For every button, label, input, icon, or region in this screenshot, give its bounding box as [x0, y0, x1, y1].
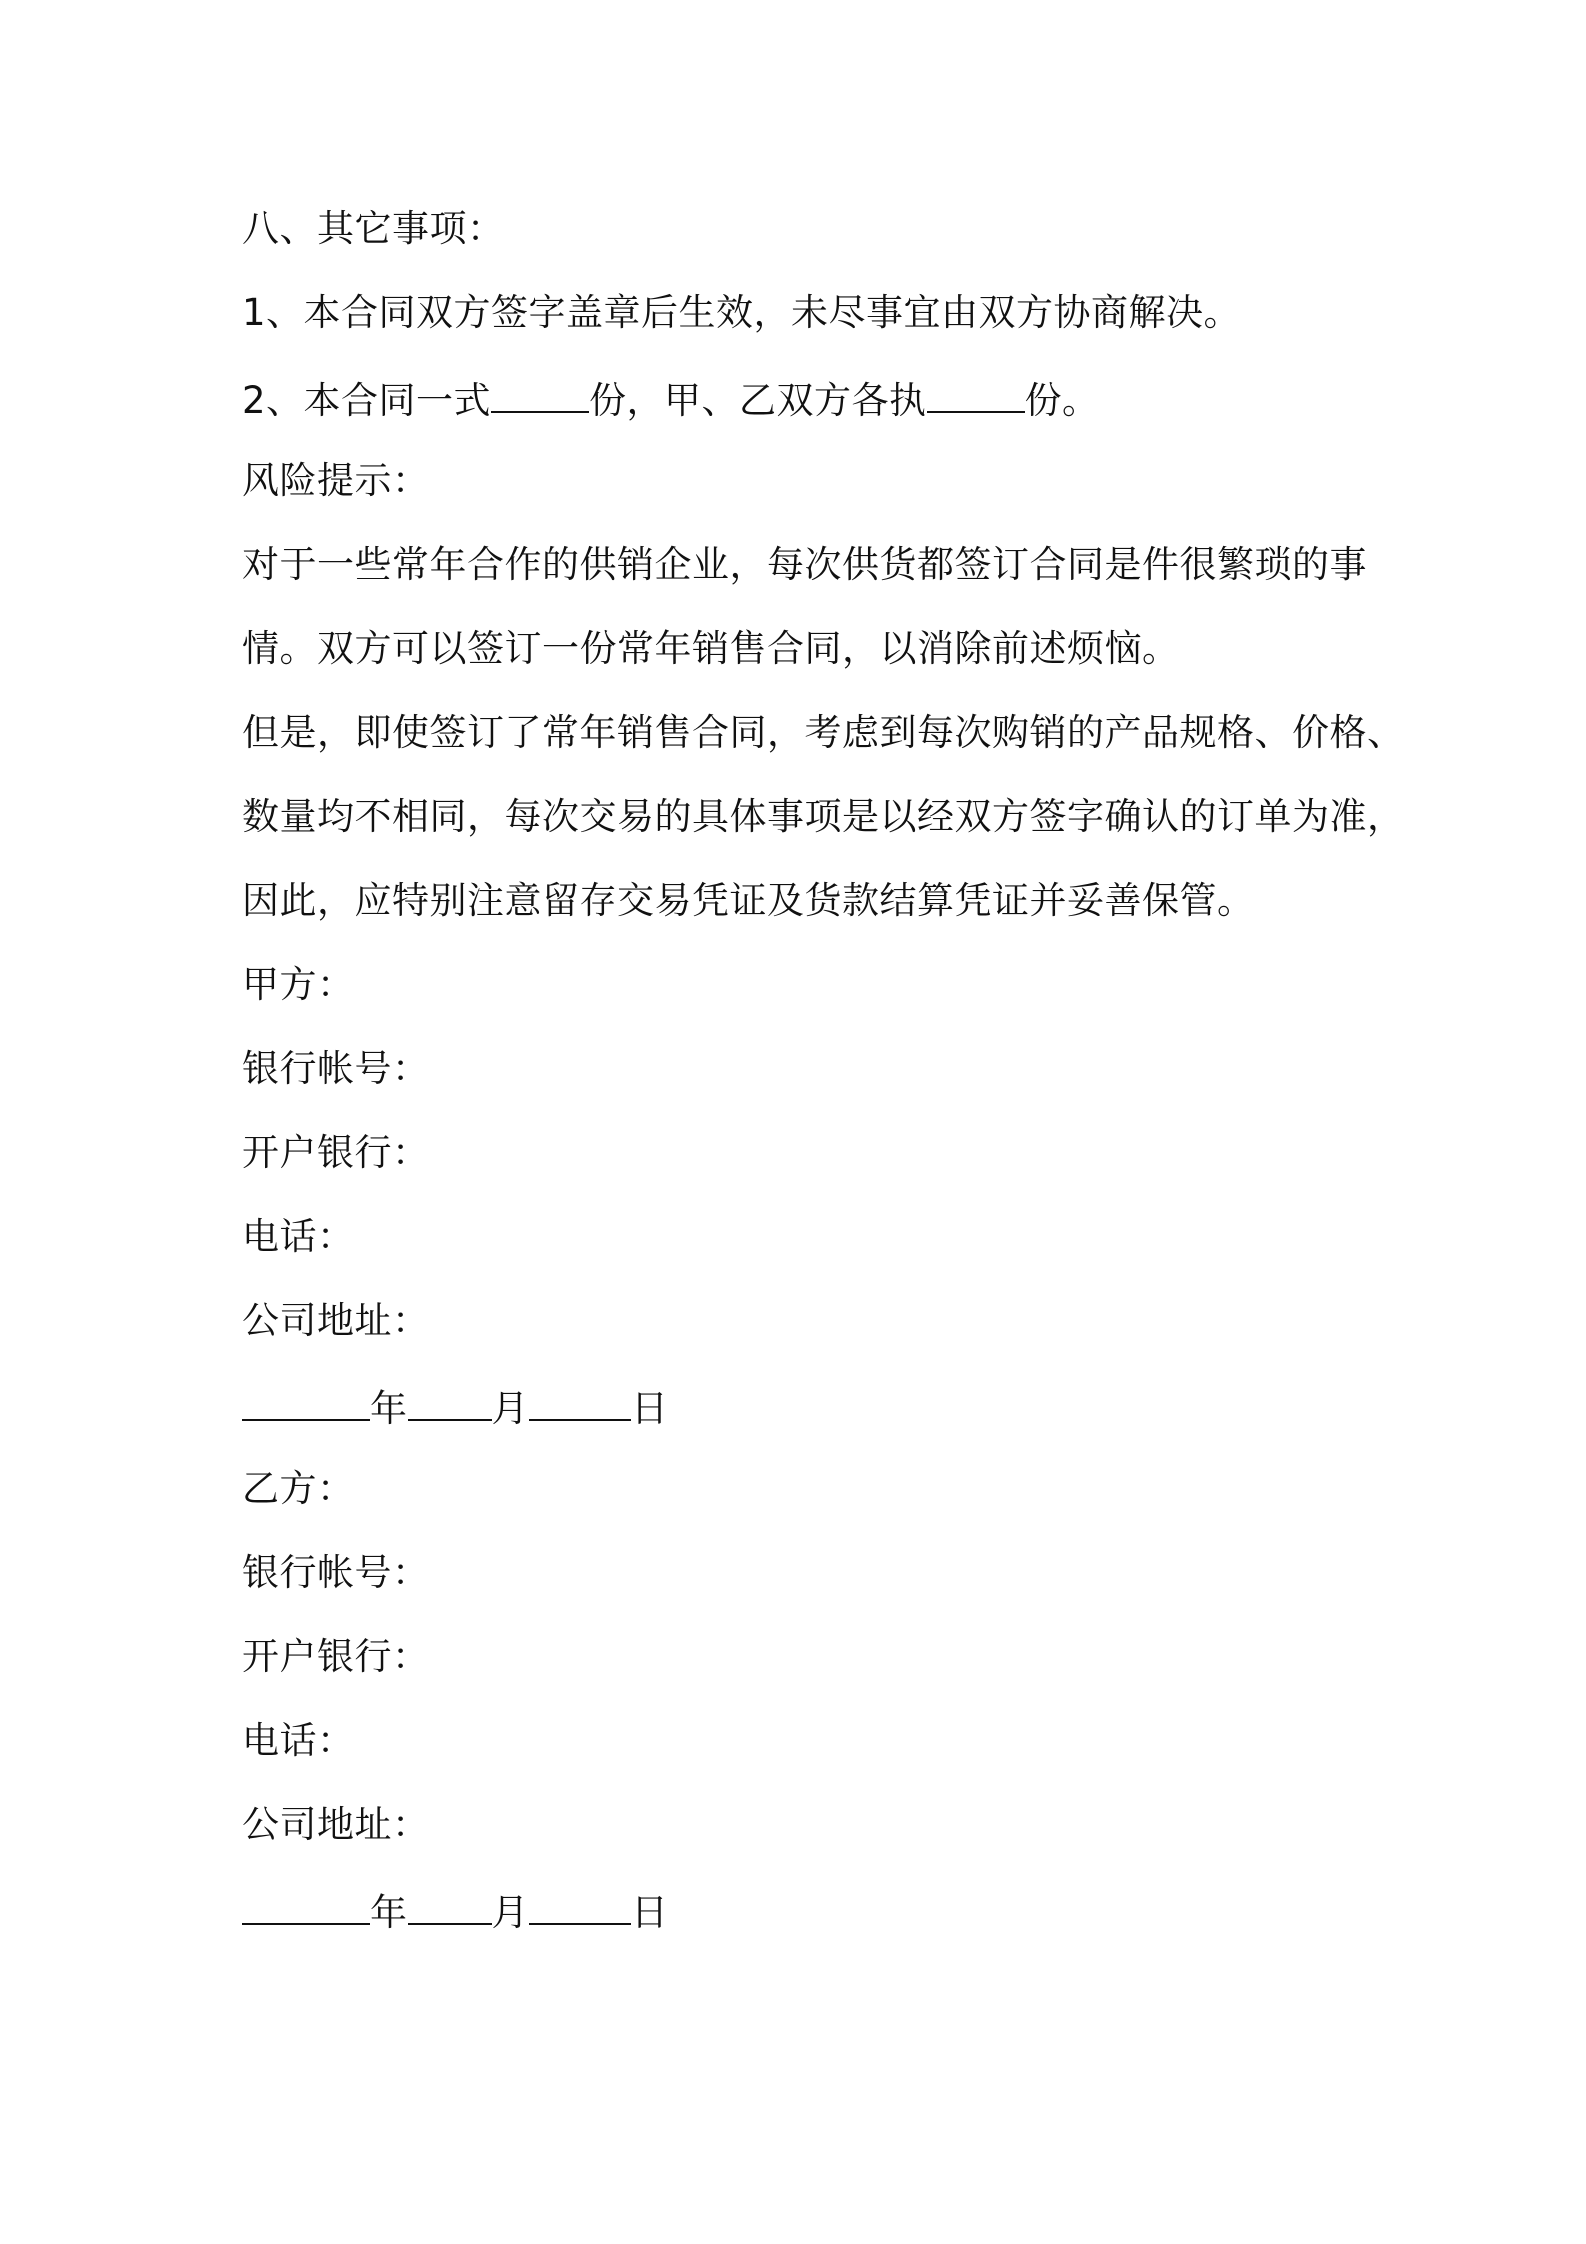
risk-para2-line3: 因此，应特别注意留存交易凭证及货款结算凭证并妥善保管。 [242, 879, 1255, 922]
clause-copies-text-a: 2、本合同一式 [242, 379, 492, 422]
party-b-day-label: 日 [631, 1891, 669, 1934]
copies-total-blank[interactable] [491, 373, 589, 413]
party-a-bank-account: 银行帐号： [242, 1047, 430, 1090]
party-a-year-label: 年 [370, 1387, 408, 1430]
risk-para2-line2: 数量均不相同，每次交易的具体事项是以经双方签字确认的订单为准， [242, 795, 1405, 838]
party-b-year-blank[interactable] [242, 1885, 370, 1925]
party-b-bank-name: 开户银行： [242, 1635, 430, 1678]
party-b-bank-account: 银行帐号： [242, 1551, 430, 1594]
clause-copies [242, 373, 1382, 457]
party-b-year-label: 年 [370, 1891, 408, 1934]
party-a-month-blank[interactable] [408, 1381, 492, 1421]
party-b-address: 公司地址： [242, 1803, 430, 1846]
party-a-day-blank[interactable] [529, 1381, 631, 1421]
risk-para1-line2: 情。双方可以签订一份常年销售合同，以消除前述烦恼。 [242, 627, 1180, 670]
clause-copies-text-b: 份，甲、乙双方各执 [589, 379, 927, 422]
party-b-date [242, 1885, 1382, 1969]
party-b-month-label: 月 [491, 1891, 529, 1934]
party-a-day-label: 日 [631, 1387, 669, 1430]
party-a-date [242, 1381, 1382, 1465]
party-a-phone: 电话： [242, 1215, 355, 1258]
party-a-year-blank[interactable] [242, 1381, 370, 1421]
section-heading-other-matters: 八、其它事项： [242, 207, 505, 250]
party-b-label: 乙方： [242, 1467, 355, 1510]
copies-each-blank[interactable] [927, 373, 1025, 413]
risk-para2-line1: 但是，即使签订了常年销售合同，考虑到每次购销的产品规格、价格、 [242, 711, 1405, 754]
party-a-label: 甲方： [242, 963, 355, 1006]
party-b-phone: 电话： [242, 1719, 355, 1762]
risk-heading: 风险提示： [242, 459, 430, 502]
document-body [242, 205, 1405, 1969]
clause-effective: 1、本合同双方签字盖章后生效，未尽事宜由双方协商解决。 [242, 291, 1242, 334]
risk-para1-line1: 对于一些常年合作的供销企业，每次供货都签订合同是件很繁琐的事 [242, 543, 1367, 586]
clause-copies-text-c: 份。 [1024, 379, 1100, 422]
party-b-day-blank[interactable] [529, 1885, 631, 1925]
party-b-month-blank[interactable] [408, 1885, 492, 1925]
party-a-month-label: 月 [491, 1387, 529, 1430]
party-a-address: 公司地址： [242, 1299, 430, 1342]
party-a-bank-name: 开户银行： [242, 1131, 430, 1174]
